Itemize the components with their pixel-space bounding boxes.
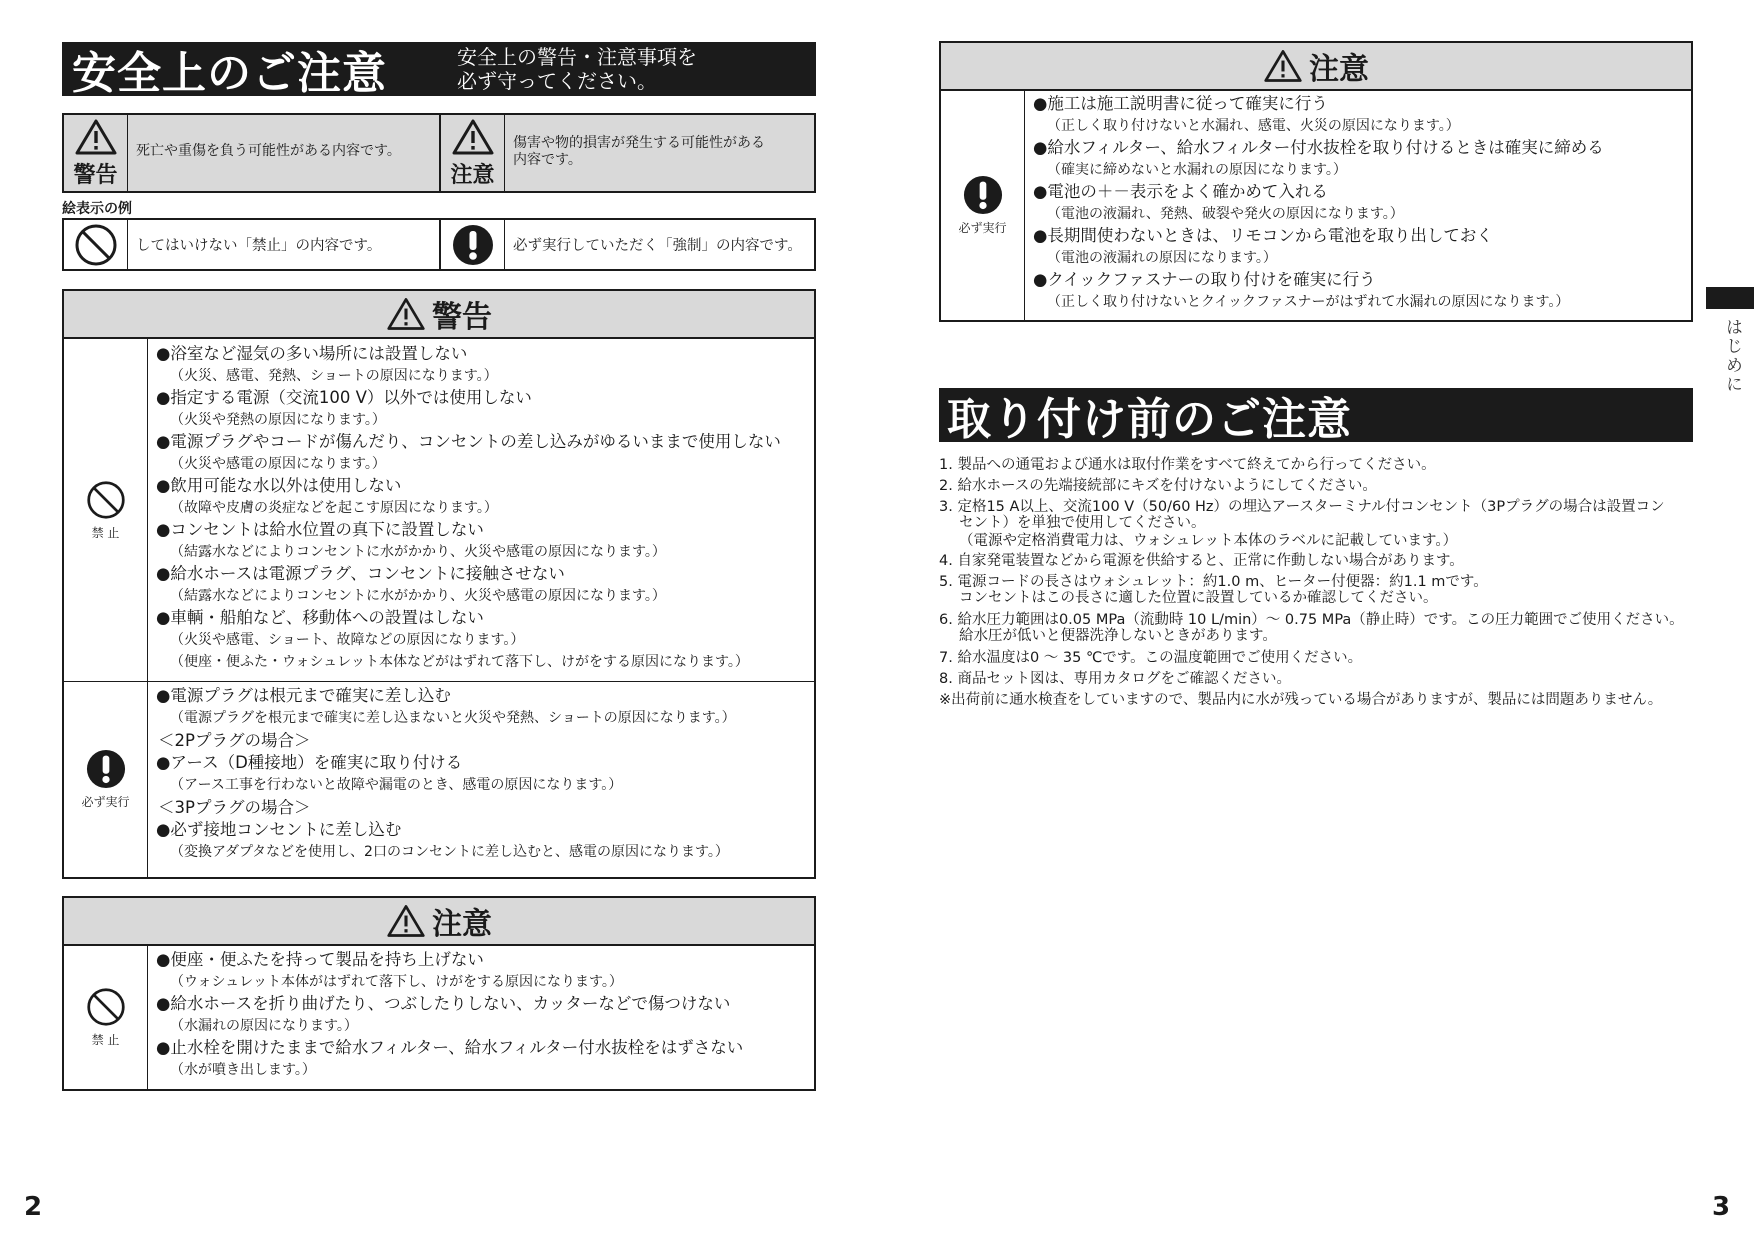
list-item: ●車輌・船舶など、移動体への設置はしない （火災や感電、ショート、故障などの原因になります。） （便座・便ふた・ウォシュレット本体などがはずれて落下し、けがをする原因になります。） bbox=[156, 608, 749, 670]
caution-box-right bbox=[939, 41, 1693, 322]
warning-prohibit-section bbox=[64, 339, 814, 682]
mandatory-exclamation-icon bbox=[963, 175, 1003, 215]
mandatory-caption: 必ず実行 bbox=[958, 221, 1007, 235]
legend-warning-cell bbox=[64, 115, 128, 191]
prohibit-icon bbox=[86, 480, 126, 520]
plug-case-2p: ＜2Pプラグの場合＞ bbox=[158, 731, 311, 750]
signal-word-legend bbox=[62, 113, 816, 193]
warning-triangle-icon bbox=[74, 118, 118, 156]
warning-mandatory-section bbox=[64, 682, 814, 877]
caution-prohibit-icon-cell bbox=[64, 946, 148, 1089]
list-item: ●指定する電源（交流100 V）以外では使用しない （火災や発熱の原因になります。） bbox=[156, 388, 532, 428]
list-item: ●電源プラグやコードが傷んだり、コンセントの差し込みがゆるいままで使用しない （火災や感電の原因になります。） bbox=[156, 432, 781, 472]
list-item: ●長期間使わないときは、リモコンから電池を取り出しておく bbox=[1033, 226, 1493, 245]
example-prohibit-text: してはいけない「禁止」の内容です。 bbox=[128, 220, 441, 269]
page-subtitle: 安全上の警告・注意事項を 必ず守ってください。 bbox=[457, 45, 697, 93]
list-item: ●電源プラグは根元まで確実に差し込む bbox=[156, 686, 451, 705]
caution-prohibit-list: ●便座・便ふたを持って製品を持ち上げない （ウォシュレット本体がはずれて落下し、けがをする原因になります。） ●給水ホースを折り曲げたり、つぶしたりしない、カッターなどで傷つけない （水漏れの原因になります。） ●止水栓を開けたままで給水フィルター、給水フィルター付水抜栓をはずさない （水が噴き出します。） bbox=[148, 946, 814, 1089]
list-item: ●電池の＋－表示をよく確かめて入れる bbox=[1033, 182, 1328, 201]
pictogram-examples bbox=[62, 218, 816, 271]
warning-box-title: 警告 bbox=[432, 300, 492, 335]
list-item: 7. 給水温度は0 ～ 35 ℃です。この温度範囲でご使用ください。 bbox=[939, 650, 1363, 666]
caution-box-header bbox=[941, 43, 1691, 91]
warning-box bbox=[62, 289, 816, 879]
list-item: ●給水ホースは電源プラグ、コンセントに接触させない （結露水などによりコンセントに水がかかり、火災や感電の原因になります。） bbox=[156, 564, 666, 604]
mandatory-exclamation-icon bbox=[86, 749, 126, 789]
mandatory-exclamation-icon bbox=[452, 224, 494, 266]
prohibit-icon bbox=[74, 223, 118, 267]
mandatory-caption: 必ず実行 bbox=[81, 795, 130, 809]
caution-mandatory-section bbox=[941, 91, 1691, 320]
list-item: 6. 給水圧力範囲は0.05 MPa（流動時 10 L/min）～ 0.75 MPa（静止時）です。この圧力範囲でご使用ください。 bbox=[939, 612, 1684, 628]
right-title-bar bbox=[939, 388, 1693, 445]
example-mandatory-text: 必ず実行していただく「強制」の内容です。 bbox=[513, 238, 802, 254]
list-item: ※出荷前に通水検査をしていますので、製品内に水が残っている場合がありますが、製品には問題ありません。 bbox=[939, 692, 1663, 708]
list-item: ●便座・便ふたを持って製品を持ち上げない bbox=[156, 950, 484, 969]
list-item: ●施工は施工説明書に従って確実に行う bbox=[1033, 94, 1328, 113]
pre-installation-notes: 1. 製品への通電および通水は取付作業をすべて終えてから行ってください。 2. 給水ホースの先端接続部にキズを付けないようにしてください。 3. 定格15 A以上、交流100 V（50/60 Hz）の埋込アースターミナル付コンセント（3Pプラグの場合は設置コン セント）を単独で使用してください。 （電源や定格消費電力は、ウォシュレット本体のラベルに記載しています。） 4. 自家発電装置などから電源を供給すると、正常に作動しない場合があります。 5. 電源コードの長さはウォシュレット：約1.0 m、ヒーター付便器：約1.1 mです。 コンセントはこの長さに適した位置に設置しているか確認してください。 6. 給水圧力範囲は0.05 MPa（流動時 10 L/min）～ 0.75 MPa（静止時）です。この圧力範囲でご使用ください。 給水圧が低いと便器洗浄しないときがあります。 7. 給水温度は0 ～ 35 ℃です。この温度範囲でご使用ください。 8. 商品セット図は、専用カタログをご確認ください。 ※出荷前に通水検査をしていますので、製品内に水が残っている場合がありますが、製品には問題ありません。 bbox=[939, 456, 1699, 710]
caution-box-title: 注意 bbox=[432, 907, 492, 942]
legend-caution-cell bbox=[441, 115, 505, 191]
page-number-right: 3 bbox=[1712, 1192, 1731, 1222]
plug-case-3p: ＜3Pプラグの場合＞ bbox=[158, 798, 311, 817]
list-item: ●クイックファスナーの取り付けを確実に行う bbox=[1033, 270, 1376, 289]
caution-box-title: 注意 bbox=[1309, 52, 1369, 87]
list-item: 3. 定格15 A以上、交流100 V（50/60 Hz）の埋込アースターミナル付コンセント（3Pプラグの場合は設置コン bbox=[939, 499, 1665, 515]
list-item: 8. 商品セット図は、専用カタログをご確認ください。 bbox=[939, 671, 1291, 687]
warning-box-header bbox=[64, 291, 814, 339]
list-item: ●コンセントは給水位置の真下に設置しない （結露水などによりコンセントに水がかかり、火災や感電の原因になります。） bbox=[156, 520, 666, 560]
caution-triangle-icon bbox=[386, 903, 426, 939]
list-item: ●給水フィルター、給水フィルター付水抜栓を取り付けるときは確実に締める bbox=[1033, 138, 1604, 157]
caution-triangle-icon bbox=[451, 118, 495, 156]
chapter-tab-label: はじめに bbox=[1722, 318, 1742, 394]
example-mandatory-cell bbox=[441, 220, 505, 269]
caution-mandatory-list: ●施工は施工説明書に従って確実に行う （正しく取り付けないと水漏れ、感電、火災の原因になります。） ●給水フィルター、給水フィルター付水抜栓を取り付けるときは確実に締める （確実に締めないと水漏れの原因になります。） ●電池の＋－表示をよく確かめて入れる （電池の液漏れ、発熱、破裂や発火の原因になります。） ●長期間使わないときは、リモコンから電池を取り出しておく （電池の液漏れの原因になります。） ●クイックファスナーの取り付けを確実に行う （正しく取り付けないとクイックファスナーがはずれて水漏れの原因になります。） bbox=[1025, 91, 1691, 320]
example-prohibit-cell bbox=[64, 220, 128, 269]
chapter-tab bbox=[1706, 287, 1754, 309]
list-item: 1. 製品への通電および通水は取付作業をすべて終えてから行ってください。 bbox=[939, 457, 1436, 473]
prohibit-caption: 禁 止 bbox=[91, 1033, 120, 1047]
caution-triangle-icon bbox=[1263, 48, 1303, 84]
warning-prohibit-list bbox=[148, 339, 814, 681]
legend-warning-label: 警告 bbox=[73, 162, 118, 188]
legend-warning-text: 死亡や重傷を負う可能性がある内容です。 bbox=[128, 115, 441, 191]
prohibit-caption: 禁 止 bbox=[91, 525, 120, 540]
warning-triangle-icon bbox=[386, 296, 426, 332]
list-item: 4. 自家発電装置などから電源を供給すると、正常に作動しない場合があります。 bbox=[939, 553, 1464, 569]
legend-caution-label: 注意 bbox=[450, 162, 495, 188]
list-item: ●給水ホースを折り曲げたり、つぶしたりしない、カッターなどで傷つけない bbox=[156, 994, 731, 1013]
pictogram-examples-heading: 絵表示の例 bbox=[62, 201, 132, 217]
caution-mandatory-icon-cell bbox=[941, 91, 1025, 320]
prohibit-icon bbox=[86, 987, 126, 1027]
left-title-bar bbox=[62, 42, 816, 99]
warning-mandatory-list: ●電源プラグは根元まで確実に差し込む （電源プラグを根元まで確実に差し込まないと火災や発熱、ショートの原因になります。） ＜2Pプラグの場合＞ ●アース（D種接地）を確実に取り付ける （アース工事を行わないと故障や漏電のとき、感電の原因になります。） ＜3Pプラグの場合＞ ●必ず接地コンセントに差し込む （変換アダプタなどを使用し、2口のコンセントに差し込むと、感電の原因になります。） bbox=[148, 682, 814, 877]
section-title: 取り付け前のご注意 bbox=[947, 394, 1352, 445]
warning-mandatory-icon-cell bbox=[64, 682, 148, 877]
list-item: 2. 給水ホースの先端接続部にキズを付けないようにしてください。 bbox=[939, 478, 1377, 494]
warning-prohibit-icon-cell bbox=[64, 339, 148, 681]
caution-prohibit-section bbox=[64, 946, 814, 1089]
list-item: ●飲用可能な水以外は使用しない （故障や皮膚の炎症などを起こす原因になります。） bbox=[156, 476, 498, 516]
page-number-left: 2 bbox=[24, 1192, 43, 1222]
list-item: ●止水栓を開けたままで給水フィルター、給水フィルター付水抜栓をはずさない bbox=[156, 1038, 744, 1057]
list-item: ●浴室など湿気の多い場所には設置しない （火災、感電、発熱、ショートの原因になります。） bbox=[156, 344, 498, 384]
caution-box-header bbox=[64, 898, 814, 946]
list-item: 5. 電源コードの長さはウォシュレット：約1.0 m、ヒーター付便器：約1.1 mです。 bbox=[939, 574, 1488, 590]
list-item: ●アース（D種接地）を確実に取り付ける bbox=[156, 753, 463, 772]
caution-box-left bbox=[62, 896, 816, 1091]
page-title: 安全上のご注意 bbox=[72, 48, 387, 99]
list-item: ●必ず接地コンセントに差し込む bbox=[156, 820, 402, 839]
legend-caution-text: 傷害や物的損害が発生する可能性がある 内容です。 bbox=[505, 115, 814, 191]
